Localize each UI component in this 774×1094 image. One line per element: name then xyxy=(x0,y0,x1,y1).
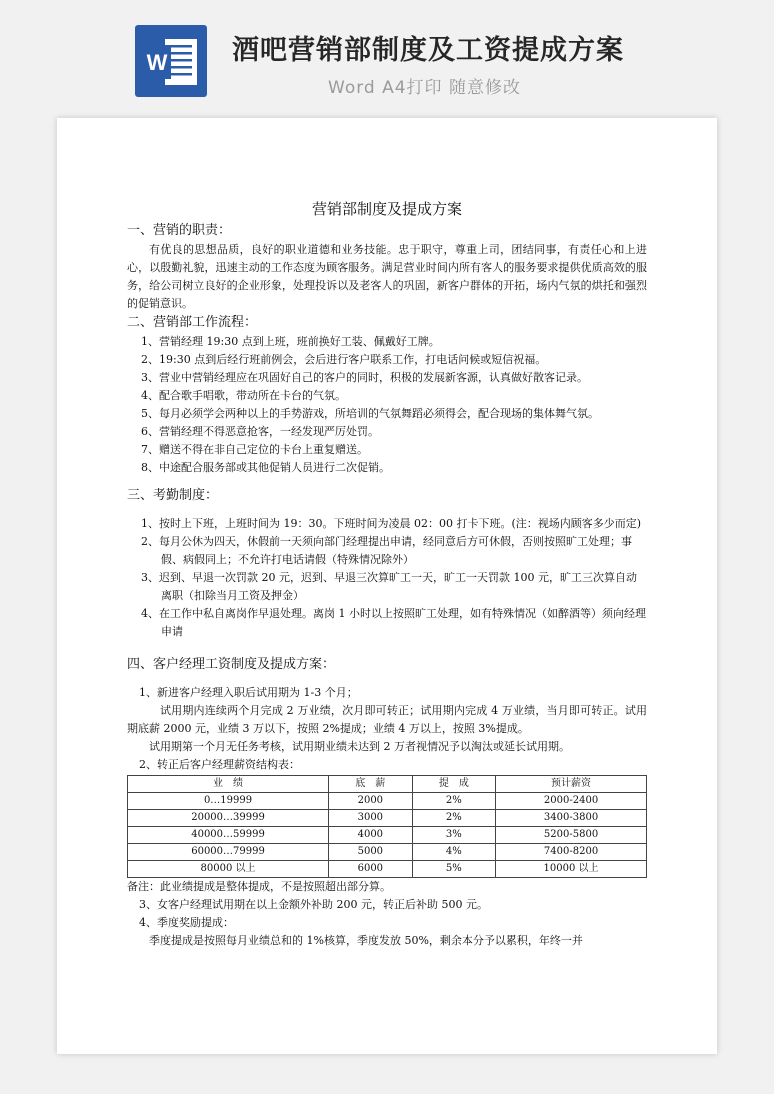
table-cell: 40000…59999 xyxy=(128,827,329,844)
list-item: 6、营销经理不得恶意抢客，一经发现严厉处罚。 xyxy=(141,425,379,438)
word-document-icon xyxy=(135,25,207,97)
table-cell: 7400-8200 xyxy=(496,844,647,861)
table-row xyxy=(128,844,647,861)
table-cell: 4000 xyxy=(329,827,413,844)
table-row xyxy=(128,827,647,844)
section-heading-duties: 一、营销的职责： xyxy=(127,223,232,238)
table-cell: 2000-2400 xyxy=(496,793,647,810)
table-cell: 2000 xyxy=(329,793,413,810)
list-item: 2、19:30 点到后经行班前例会，会后进行客户联系工作，打电话问候或短信祝福。 xyxy=(141,353,547,366)
table-cell: 4% xyxy=(412,844,496,861)
salary-structure-table xyxy=(127,775,647,878)
probation-paragraph-2: 试用期第一个月无任务考核，试用期业绩未达到 2 万者视情况予以淘汰或延长试用期。 xyxy=(149,740,570,753)
word-icon-letter: W xyxy=(146,50,168,75)
duties-paragraph: 有优良的思想品质，良好的职业道德和业务技能。忠于职守，尊重上司，团结同事，有责任心和上进心，以殷勤礼貌，迅速主动的工作态度为顾客服务。满足营业时间内所有客人的服务要求提供优质高效的服务，给公司树立良好的企业形象，处理投诉以及老客人的巩固，新客户群体的开拓，场内气氛的烘托和强烈的促销意识。 xyxy=(127,243,647,310)
table-cell: 5% xyxy=(412,861,496,878)
list-item: 3、女客户经理试用期在以上金额外补助 200 元，转正后补助 500 元。 xyxy=(139,898,488,911)
table-cell: 80000 以上 xyxy=(128,861,329,878)
list-item: 7、赠送不得在非自己定位的卡台上重复赠送。 xyxy=(141,443,368,456)
section-heading-workflow: 二、营销部工作流程： xyxy=(127,315,258,330)
header-subtitle: Word A4打印 随意修改 xyxy=(328,78,521,98)
table-cell: 6000 xyxy=(329,861,413,878)
document-page: ​ 营销部制度及提成方案 一、营销的职责： 有优良的思想品质，良好的职业道德和业务技能。忠于职守，尊重上司，团结同事，有责任心和上进心，以殷勤礼貌，迅速主动的工作态度为顾客服务。满足营业时间内所有客人的服务要求提供优质高效的服务，给公司树立良好的企业形象，处理投诉以及老客人的巩固，新客户群体的开拓，场内气氛的烘托和强烈的促销意识。 二、营销部工作流程： 1、营销经理 19:30 点到上班，班前换好工装、佩戴好工牌。 2、19:30 点到后经行班前例会，会后进行客户联系工作，打电话问候或短信祝福。 3、营业中营销经理应在巩固好自己的客户的同时，积极的发展新客源，认真做好散客记录。 4、配合歌手唱歌，带动所在卡台的气氛。 5、每月必须学会两种以上的手势游戏，所培训的气氛舞蹈必须得会，配合现场的集体舞气氛。 6、营销经理不得恶意抢客，一经发现严厉处罚。 7、赠送不得在非自己定位的卡台上重复赠送。 8、中途配合服务部或其他促销人员进行二次促销。 三、考勤制度： 1、按时上下班，上班时间为 19：30。下班时间为凌晨 02：00 打卡下班。(注：视场内顾客多少而定) 2、每月公休为四天，休假前一天须向部门经理提出申请，经同意后方可休假，否则按照旷工处理；事假、病假同上；不允许打电话请假（特殊情况除外） 3、迟到、早退一次罚款 20 元，迟到、早退三次算旷工一天，旷工一天罚款 100 元，旷工三次算自动离职（扣除当月工资及押金） 4、在工作中私自离岗作早退处理。离岗 1 小时以上按照旷工处理，如有特殊情况（如醉酒等）须向经理申请 四、客户经理工资制度及提成方案： 1、新进客户经理入职后试用期为 1-3 个月； 试用期内连续两个月完成 2 万业绩，次月即可转正；试用期内完成 4 万业绩，当月即可转正。试用期底薪 2000 元，业绩 3 万以下，按照 2%提成；业绩 4 万以上，按照 3%提成。 试用期第一个月无任务考核，试用期业绩未达到 2 万者视情况予以淘汰或延长试用期。 2、转正后客户经理薪资结构表： 业 绩 底 薪 提 成 预计薪资 0…19999 2000 2% 2000-2400 20000…39999 3000 2% 3400-3800 40000…59999 4000 3% 5200-5800 60000…79999 5000 4% 7400-8200 80000 以上 6000 5% 10000 以上 备注：此业绩提成是整体提成，不是按照超出部分算。 3、女客户经理试用期在以上金额外补助 200 元，转正后补助 500 元。 4、季度奖励提成： 季度提成是按照每月业绩总和的 1%核算，季度发放 50%，剩余本分予以累积，年终一并 xyxy=(57,118,717,1054)
quarterly-bonus-paragraph: 季度提成是按照每月业绩总和的 1%核算，季度发放 50%，剩余本分予以累积，年终一并 xyxy=(149,934,583,947)
table-cell: 2% xyxy=(412,793,496,810)
list-item: 1、按时上下班，上班时间为 19：30。下班时间为凌晨 02：00 打卡下班。(注：视场内顾客多少而定) xyxy=(141,517,642,530)
table-cell: 10000 以上 xyxy=(496,861,647,878)
table-cell: 5000 xyxy=(329,844,413,861)
list-item: 3、迟到、早退一次罚款 20 元，迟到、早退三次算旷工一天，旷工一天罚款 100 元，旷工三次算自动离职（扣除当月工资及押金） xyxy=(141,571,637,602)
table-cell: 0…19999 xyxy=(128,793,329,810)
list-item: 4、季度奖励提成： xyxy=(139,916,234,929)
document-body xyxy=(127,198,647,950)
table-cell: 20000…39999 xyxy=(128,810,329,827)
table-row xyxy=(128,793,647,810)
table-header-row xyxy=(128,776,647,793)
column-header-base-salary: 底 薪 xyxy=(329,776,413,793)
table-row xyxy=(128,810,647,827)
header-title: 酒吧营销部制度及工资提成方案 xyxy=(232,35,624,66)
column-header-commission: 提 成 xyxy=(412,776,496,793)
section-heading-salary: 四、客户经理工资制度及提成方案： xyxy=(127,657,336,672)
section-heading-attendance: 三、考勤制度： xyxy=(127,488,219,503)
table-note: 备注：此业绩提成是整体提成，不是按照超出部分算。 xyxy=(127,880,391,893)
list-item: 8、中途配合服务部或其他促销人员进行二次促销。 xyxy=(141,461,390,474)
probation-paragraph: 试用期内连续两个月完成 2 万业绩，次月即可转正；试用期内完成 4 万业绩，当月即可转正。试用期底薪 2000 元，业绩 3 万以下，按照 2%提成；业绩 4 万以上，按照 3%提成。 xyxy=(127,704,647,735)
column-header-expected-salary: 预计薪资 xyxy=(496,776,647,793)
table-cell: 5200-5800 xyxy=(496,827,647,844)
table-cell: 60000…79999 xyxy=(128,844,329,861)
table-cell: 3000 xyxy=(329,810,413,827)
page-header xyxy=(0,0,774,108)
table-row xyxy=(128,861,647,878)
table-cell: 3400-3800 xyxy=(496,810,647,827)
list-item: 1、新进客户经理入职后试用期为 1-3 个月； xyxy=(139,686,358,699)
list-item: 2、每月公休为四天，休假前一天须向部门经理提出申请，经同意后方可休假，否则按照旷工处理；事假、病假同上；不允许打电话请假（特殊情况除外） xyxy=(141,535,632,566)
list-item: 4、在工作中私自离岗作早退处理。离岗 1 小时以上按照旷工处理，如有特殊情况（如醉酒等）须向经理申请 xyxy=(141,607,646,638)
list-item: 4、配合歌手唱歌，带动所在卡台的气氛。 xyxy=(141,389,346,402)
table-cell: 3% xyxy=(412,827,496,844)
table-cell: 2% xyxy=(412,810,496,827)
list-item: 3、营业中营销经理应在巩固好自己的客户的同时，积极的发展新客源，认真做好散客记录。 xyxy=(141,371,588,384)
list-item: 1、营销经理 19:30 点到上班，班前换好工装、佩戴好工牌。 xyxy=(141,335,440,348)
document-title: 营销部制度及提成方案 xyxy=(311,200,462,218)
column-header-performance: 业 绩 xyxy=(128,776,329,793)
list-item: 5、每月必须学会两种以上的手势游戏，所培训的气氛舞蹈必须得会，配合现场的集体舞气氛。 xyxy=(141,407,599,420)
list-item: 2、转正后客户经理薪资结构表： xyxy=(139,758,300,771)
